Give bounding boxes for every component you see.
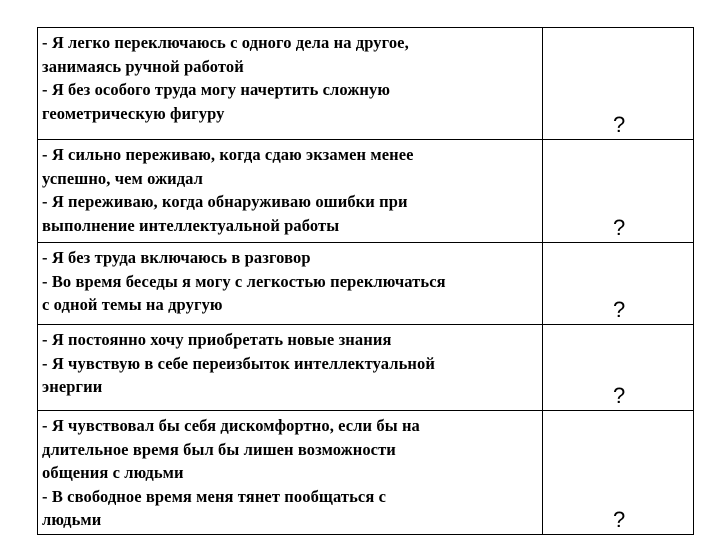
statement-line: людьми xyxy=(42,510,102,529)
answer-cell xyxy=(543,411,694,535)
table-row xyxy=(38,243,694,325)
table-row xyxy=(38,140,694,243)
question-mark: ? xyxy=(613,383,626,408)
questionnaire-table xyxy=(37,27,694,535)
statement-line: - Я чувствую в себе переизбыток интеллектуальной xyxy=(42,353,435,373)
question-mark: ? xyxy=(613,507,626,532)
statement-line: энергии xyxy=(42,377,103,396)
statement-line: занимаясь ручной работой xyxy=(42,56,244,76)
statement-cell xyxy=(38,140,543,243)
statement-line: - Я сильно переживаю, когда сдаю экзамен менее xyxy=(42,145,414,164)
statement-cell xyxy=(38,325,543,411)
answer-cell xyxy=(543,243,694,325)
answer-cell xyxy=(543,140,694,243)
statement-line: выполнение интеллектуальной работы xyxy=(42,215,340,235)
statement-line: - Я без особого труда могу начертить сложную xyxy=(42,80,391,99)
question-mark: ? xyxy=(613,112,626,137)
statement-line: - Я легко переключаюсь с одного дела на другое, xyxy=(42,33,409,52)
statement-line: - Я без труда включаюсь в разговор xyxy=(42,248,311,267)
statement-line: успешно, чем ожидал xyxy=(42,168,204,188)
question-mark: ? xyxy=(613,297,626,322)
statement-line: - Во время беседы я могу с легкостью переключаться xyxy=(42,271,446,291)
statement-line: с одной темы на другую xyxy=(42,295,223,314)
statement-line: - В свободное время меня тянет пообщаться с xyxy=(42,486,387,506)
questionnaire-sheet xyxy=(37,27,684,535)
statement-line: общения с людьми xyxy=(42,463,184,482)
statement-cell xyxy=(38,243,543,325)
statement-line: - Я переживаю, когда обнаруживаю ошибки при xyxy=(42,192,408,211)
question-mark: ? xyxy=(613,215,626,240)
table-row xyxy=(38,325,694,411)
statement-line: - Я чувствовал бы себя дискомфортно, если бы на xyxy=(42,416,420,435)
statement-cell xyxy=(38,28,543,140)
statement-line: длительное время был бы лишен возможности xyxy=(42,439,396,459)
statement-line: геометрическую фигуру xyxy=(42,103,225,123)
statement-line: - Я постоянно хочу приобретать новые знания xyxy=(42,330,392,349)
answer-cell xyxy=(543,325,694,411)
table-row xyxy=(38,28,694,140)
statement-cell xyxy=(38,411,543,535)
table-row xyxy=(38,411,694,535)
answer-cell xyxy=(543,28,694,140)
